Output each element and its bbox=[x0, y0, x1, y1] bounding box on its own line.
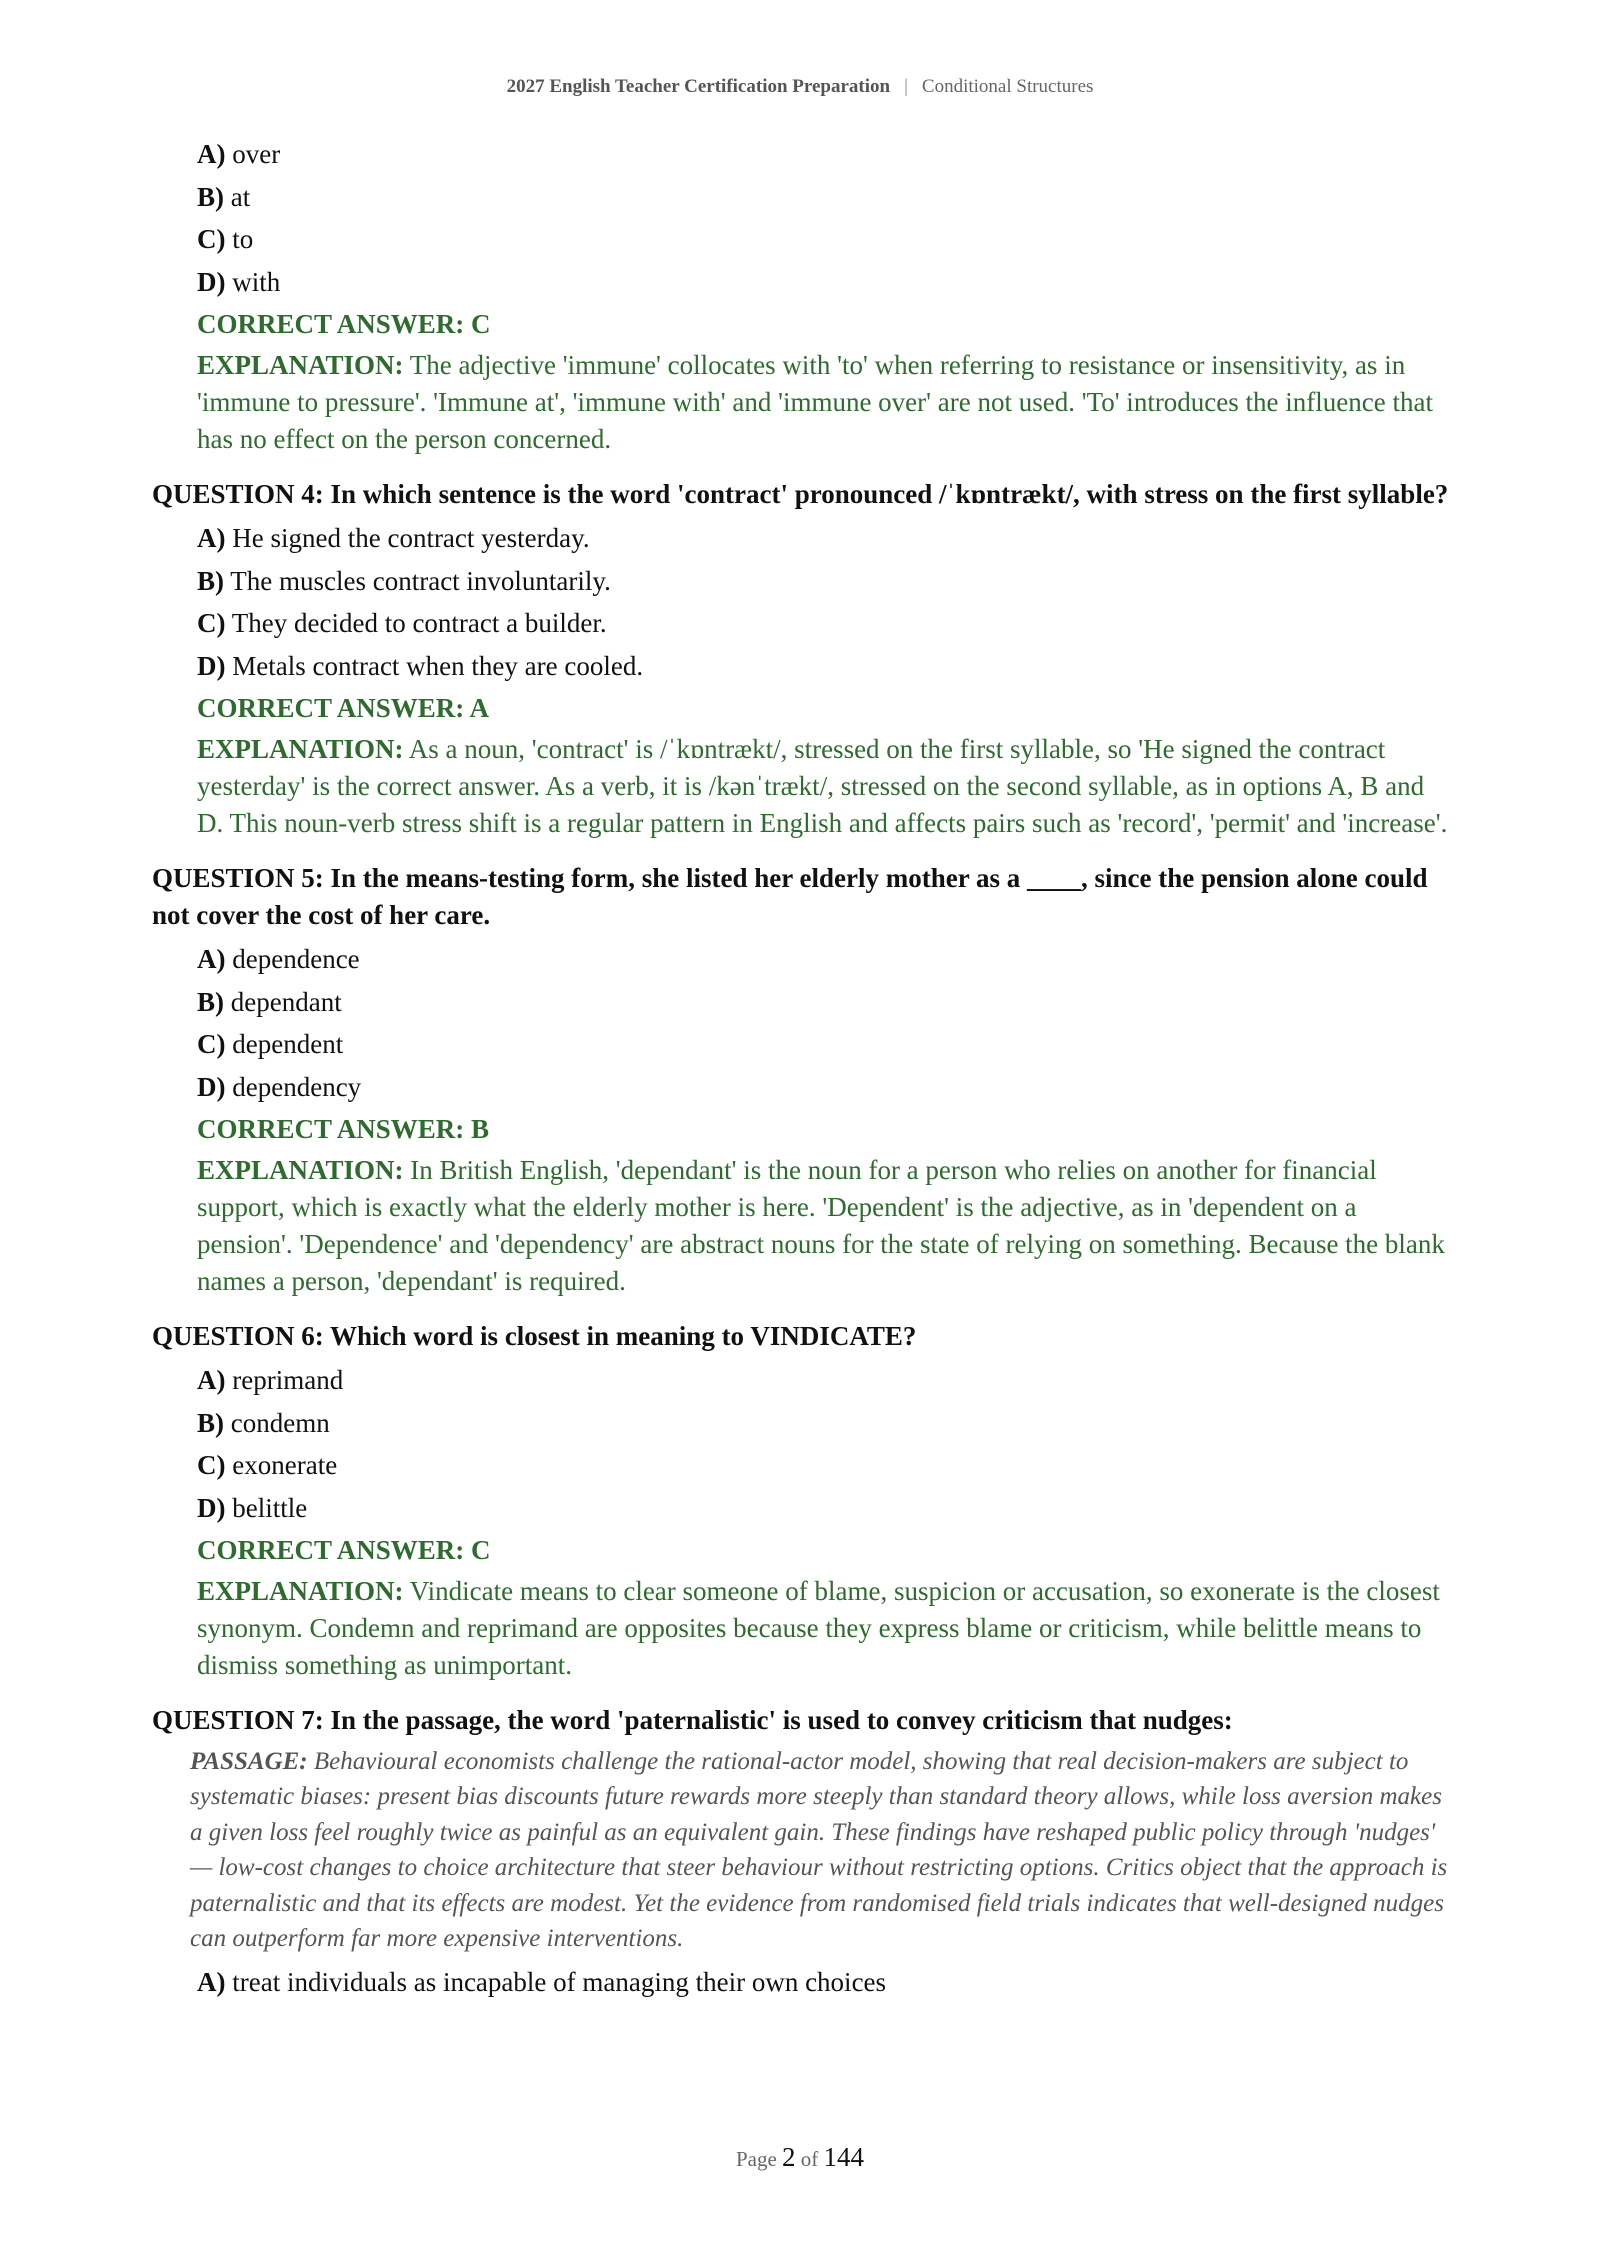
option-d bbox=[197, 1488, 1452, 1528]
option-text: with bbox=[232, 266, 281, 297]
option-letter: B) bbox=[197, 1407, 224, 1438]
option-d bbox=[197, 646, 1452, 686]
question-5-block bbox=[152, 860, 1452, 1300]
option-letter: B) bbox=[197, 565, 224, 596]
question-3-block bbox=[152, 134, 1452, 458]
page-of-label: of bbox=[800, 2147, 819, 2171]
option-text: condemn bbox=[230, 1407, 330, 1438]
option-letter: C) bbox=[197, 224, 226, 254]
correct-answer: CORRECT ANSWER: B bbox=[197, 1114, 490, 1144]
question-7-block bbox=[152, 1702, 1452, 2002]
option-letter: A) bbox=[197, 944, 226, 974]
option-text: He signed the contract yesterday. bbox=[232, 523, 590, 553]
option-text: They decided to contract a builder. bbox=[231, 608, 607, 638]
explanation-label: EXPLANATION: bbox=[197, 734, 404, 764]
option-text: The muscles contract involuntarily. bbox=[230, 565, 611, 596]
option-c bbox=[197, 219, 1452, 259]
option-text: reprimand bbox=[232, 1365, 344, 1395]
option-letter: A) bbox=[197, 1365, 226, 1395]
option-letter: A) bbox=[197, 1967, 226, 1998]
page-footer bbox=[0, 2142, 1600, 2173]
passage-text: Behavioural economists challenge the rational-actor model, showing that real decision-makers are subject to systematic biases: present bias discounts future rewards more steeply than standard theory allows, while loss aversion makes a given loss feel roughly twice as painful as an equivalent gain. These findings have reshaped public policy through 'nudges' — low-cost changes to choice architecture that steer behaviour without restricting options. Critics object that the approach is paternalistic and that its effects are modest. Yet the evidence from randomised field trials indicates that well-designed nudges can outperform far more expensive interventions. bbox=[190, 1748, 1448, 1953]
page-content bbox=[152, 134, 1452, 2005]
explanation-label: EXPLANATION: bbox=[197, 350, 404, 380]
page-label: Page bbox=[735, 2147, 777, 2171]
passage-label: PASSAGE: bbox=[190, 1748, 308, 1775]
correct-answer: CORRECT ANSWER: C bbox=[197, 309, 491, 339]
option-b bbox=[197, 1403, 1452, 1443]
option-text: belittle bbox=[232, 1492, 308, 1523]
option-text: dependant bbox=[230, 986, 342, 1017]
option-a bbox=[197, 518, 1452, 558]
option-b bbox=[197, 982, 1452, 1022]
question-4-text: QUESTION 4: In which sentence is the word 'contract' pronounced /ˈkɒntrækt/, with stress on the first syllable? bbox=[152, 479, 1449, 509]
page-total: 144 bbox=[823, 2142, 865, 2172]
option-c bbox=[197, 1024, 1452, 1064]
option-letter: A) bbox=[197, 139, 226, 169]
option-text: at bbox=[230, 181, 251, 212]
option-letter: A) bbox=[197, 523, 226, 553]
option-a bbox=[197, 1962, 1452, 2002]
header-separator: | bbox=[904, 76, 908, 97]
option-letter: D) bbox=[197, 266, 226, 297]
header-section: Conditional Structures bbox=[921, 76, 1094, 97]
option-letter: B) bbox=[197, 181, 224, 212]
explanation-label: EXPLANATION: bbox=[197, 1576, 404, 1606]
page-header bbox=[0, 76, 1600, 98]
explanation bbox=[197, 1573, 1452, 1684]
explanation-text: The adjective 'immune' collocates with 'to' when referring to resistance or insensitivity, as in 'immune to pressure'. 'Immune at', 'immune with' and 'immune over' are not used. 'To' introduces the influence that has no effect on the person concerned. bbox=[197, 350, 1433, 454]
option-letter: D) bbox=[197, 1071, 226, 1102]
reading-passage bbox=[190, 1744, 1452, 1956]
explanation-text: Vindicate means to clear someone of blame, suspicion or accusation, so exonerate is the closest synonym. Condemn and reprimand are opposites because they express blame or criticism, while belittle means to dismiss something as unimportant. bbox=[197, 1576, 1440, 1680]
option-text: exonerate bbox=[232, 1450, 338, 1480]
option-letter: C) bbox=[197, 1029, 226, 1059]
option-a bbox=[197, 1360, 1452, 1400]
explanation bbox=[197, 731, 1452, 842]
option-text: dependent bbox=[232, 1029, 344, 1059]
option-letter: C) bbox=[197, 608, 226, 638]
correct-answer: CORRECT ANSWER: A bbox=[197, 693, 490, 723]
option-d bbox=[197, 1067, 1452, 1107]
option-text: treat individuals as incapable of managing their own choices bbox=[232, 1967, 887, 1998]
explanation-text: As a noun, 'contract' is /ˈkɒntrækt/, stressed on the first syllable, so 'He signed the contract yesterday' is the correct answer. As a verb, it is /kənˈtrækt/, stressed on the second syllable, as in options A, B and D. This noun-verb stress shift is a regular pattern in English and affects pairs such as 'record', 'permit' and 'increase'. bbox=[197, 734, 1448, 838]
option-letter: B) bbox=[197, 986, 224, 1017]
page-number: 2 bbox=[782, 2142, 796, 2172]
option-letter: C) bbox=[197, 1450, 226, 1480]
question-6-block bbox=[152, 1318, 1452, 1684]
option-c bbox=[197, 1445, 1452, 1485]
option-c bbox=[197, 603, 1452, 643]
option-letter: D) bbox=[197, 1492, 226, 1523]
explanation bbox=[197, 1152, 1452, 1300]
explanation bbox=[197, 347, 1452, 458]
option-letter: D) bbox=[197, 650, 226, 681]
option-text: to bbox=[232, 224, 254, 254]
explanation-text: In British English, 'dependant' is the noun for a person who relies on another for financial support, which is exactly what the elderly mother is here. 'Dependent' is the adjective, as in 'dependent on a pension'. 'Dependence' and 'dependency' are abstract nouns for the state of relying on something. Because the blank names a person, 'dependant' is required. bbox=[197, 1155, 1445, 1296]
option-b bbox=[197, 561, 1452, 601]
question-7-text: QUESTION 7: In the passage, the word 'paternalistic' is used to convey criticism that nudges: bbox=[152, 1705, 1233, 1735]
explanation-label: EXPLANATION: bbox=[197, 1155, 404, 1185]
option-text: over bbox=[232, 139, 281, 169]
option-text: dependency bbox=[232, 1071, 362, 1102]
header-title: 2027 English Teacher Certification Preparation bbox=[506, 76, 891, 97]
correct-answer: CORRECT ANSWER: C bbox=[197, 1535, 491, 1565]
question-4-block bbox=[152, 476, 1452, 842]
option-text: dependence bbox=[232, 944, 360, 974]
option-a bbox=[197, 134, 1452, 174]
question-5-text: QUESTION 5: In the means-testing form, she listed her elderly mother as a ____, since the pension alone could not cover the cost of her care. bbox=[152, 863, 1428, 930]
question-6-text: QUESTION 6: Which word is closest in meaning to VINDICATE? bbox=[152, 1321, 917, 1351]
option-text: Metals contract when they are cooled. bbox=[232, 650, 644, 681]
option-a bbox=[197, 939, 1452, 979]
option-d bbox=[197, 262, 1452, 302]
option-b bbox=[197, 177, 1452, 217]
